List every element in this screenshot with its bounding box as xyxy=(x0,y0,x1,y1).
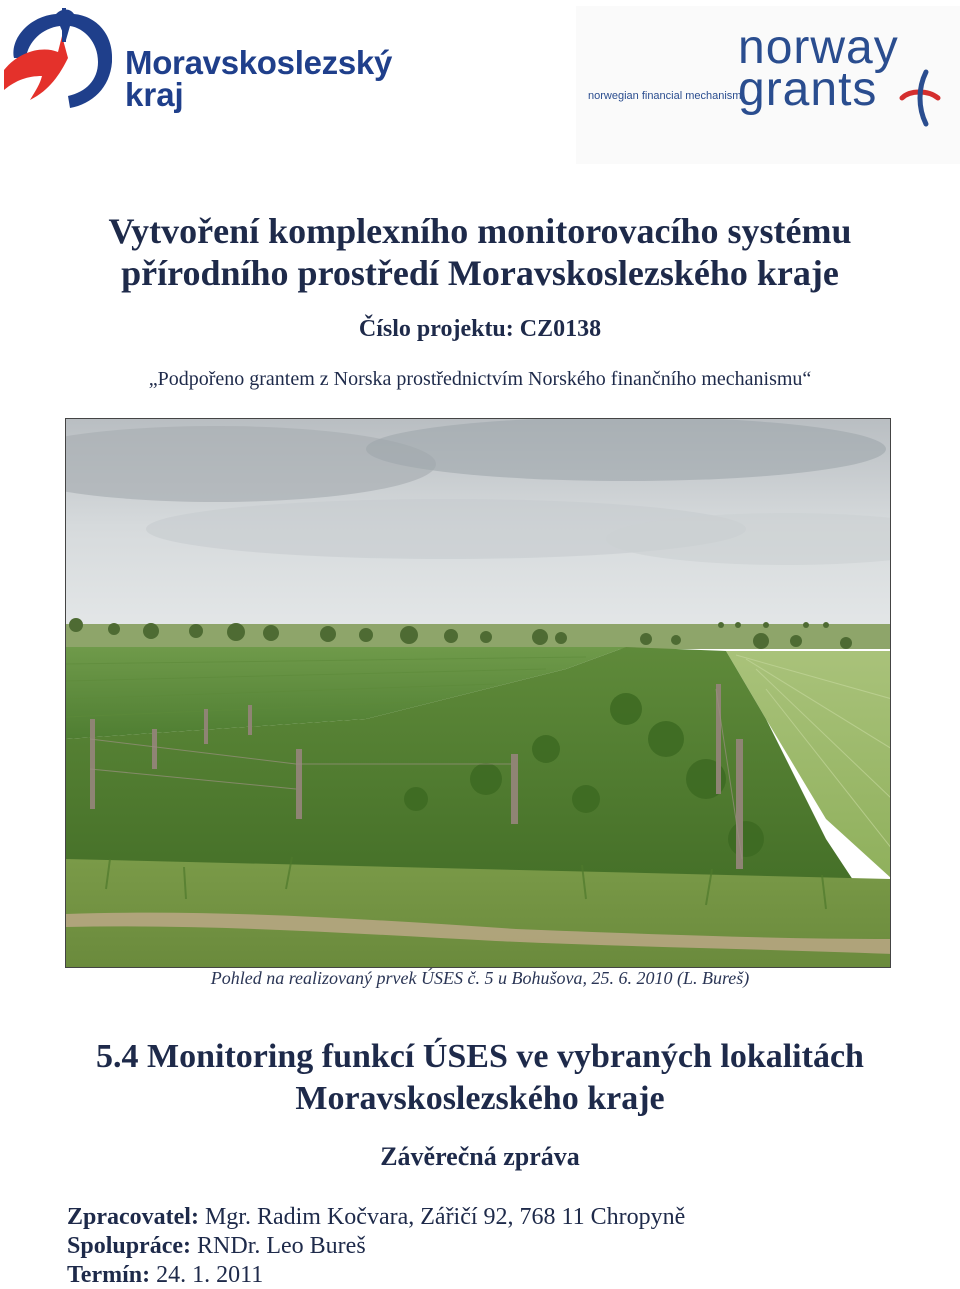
moravskoslezsky-kraj-logo xyxy=(0,0,392,118)
msk-emblem-icon xyxy=(0,0,120,118)
report-subtitle: Závěrečná zpráva xyxy=(380,1142,580,1171)
author-line xyxy=(67,1204,685,1231)
cooperation-value: RNDr. Leo Bureš xyxy=(191,1233,366,1259)
msk-logo-text: Moravskoslezský xyxy=(125,44,392,81)
landscape-photo xyxy=(65,418,891,968)
document-title-line-2: přírodního prostředí Moravskoslezského kraje xyxy=(121,253,839,293)
report-title-line-2: Moravskoslezského kraje xyxy=(295,1080,665,1117)
date-line xyxy=(67,1262,263,1289)
support-statement: „Podpořeno grantem z Norska prostřednictvím Norského finančního mechanismu“ xyxy=(148,368,812,390)
date-value: 24. 1. 2011 xyxy=(150,1262,264,1288)
date-label: Termín: xyxy=(67,1262,151,1288)
document-title xyxy=(0,210,960,294)
msk-logo-text-2: kraj xyxy=(125,76,184,113)
norway-grants-text-2: grants xyxy=(738,63,878,116)
cooperation-label: Spolupráce: xyxy=(67,1233,192,1259)
document-title-line-1: Vytvoření komplexního monitorovacího systému xyxy=(108,211,852,251)
cooperation-line xyxy=(67,1233,366,1260)
norway-grants-logo xyxy=(576,6,960,164)
photo-caption: Pohled na realizovaný prvek ÚSES č. 5 u Bohušova, 25. 6. 2010 (L. Bureš) xyxy=(210,968,750,988)
report-title xyxy=(0,1036,960,1120)
norway-grants-cross-icon xyxy=(896,68,942,128)
field-landscape-image xyxy=(66,419,891,968)
norway-grants-subtitle: norwegian financial mechanism xyxy=(588,90,742,102)
author-label: Zpracovatel: xyxy=(67,1204,199,1230)
norway-grants-text: norway xyxy=(738,21,899,74)
project-number: Číslo projektu: CZ0138 xyxy=(358,316,602,342)
report-title-line-1: 5.4 Monitoring funkcí ÚSES ve vybraných lokalitách xyxy=(96,1038,864,1075)
author-value: Mgr. Radim Kočvara, Zářičí 92, 768 11 Chropyně xyxy=(198,1204,686,1230)
